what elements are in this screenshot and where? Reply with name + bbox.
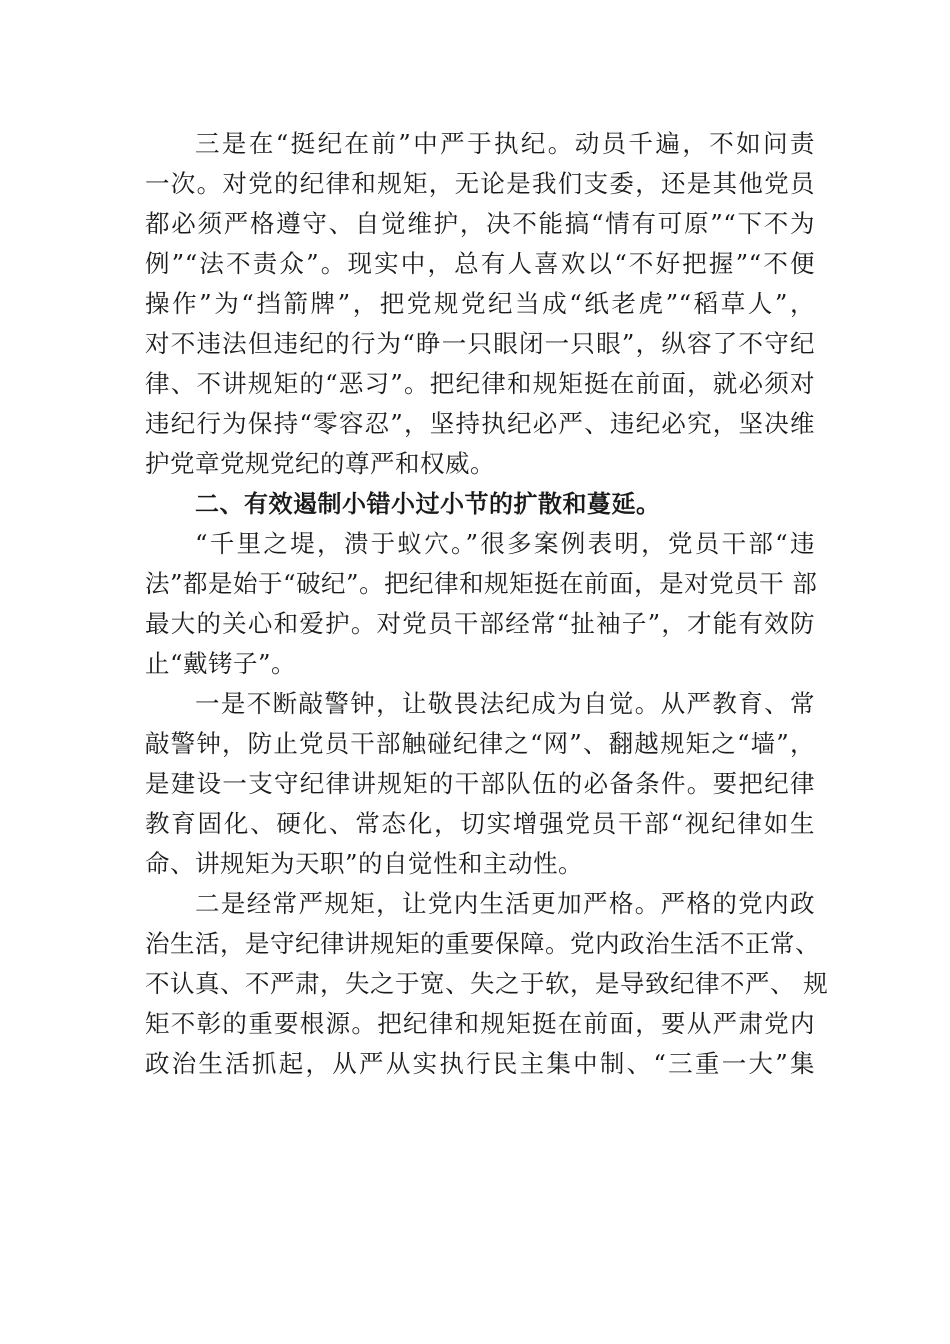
paragraph-line: 教育固化、硬化、常态化，切实增强党员干部“视纪律如生 <box>145 809 815 838</box>
paragraph-line: 操作”为“挡箭牌”，把党规党纪当成“纸老虎”“稻草人”， <box>145 289 815 318</box>
paragraph-line: 都必须严格遵守、自觉维护，决不能搞“情有可原”“下不为 <box>145 209 815 238</box>
paragraph-line: 命、讲规矩为天职”的自觉性和主动性。 <box>145 849 584 878</box>
paragraph-line: 是建设一支守纪律讲规矩的干部队伍的必备条件。要把纪律 <box>145 769 815 798</box>
paragraph-line: 敲警钟，防止党员干部触碰纪律之“网”、翻越规矩之“墙”， <box>145 729 815 758</box>
paragraph-line: “千里之堤，溃于蚁穴。”很多案例表明，党员干部“违 <box>195 529 815 558</box>
paragraph-line: 三是在“挺纪在前”中严于执纪。动员千遍，不如问责 <box>195 129 815 158</box>
paragraph-line: 违纪行为保持“零容忍”，坚持执纪必严、违纪必究，坚决维 <box>145 409 815 438</box>
paragraph-line: 法”都是始于“破纪”。把纪律和规矩挺在前面，是对党员干 部 <box>145 569 818 598</box>
paragraph-line: 政治生活抓起，从严从实执行民主集中制、“三重一大”集 <box>145 1049 815 1078</box>
section-heading: 二、有效遏制小错小过小节的扩散和蔓延。 <box>195 490 661 518</box>
paragraph-line: 一次。对党的纪律和规矩，无论是我们支委，还是其他党员 <box>145 169 815 198</box>
paragraph-line: 一是不断敲警钟，让敬畏法纪成为自觉。从严教育、常 <box>195 689 815 718</box>
paragraph-line: 对不违法但违纪的行为“睁一只眼闭一只眼”，纵容了不守纪 <box>145 329 815 358</box>
paragraph-line: 治生活，是守纪律讲规矩的重要保障。党内政治生活不正常、 <box>145 929 820 958</box>
paragraph-line: 护党章党规党纪的尊严和权威。 <box>145 449 495 478</box>
paragraph-line: 律、不讲规矩的“恶习”。把纪律和规矩挺在前面，就必须对 <box>145 369 815 398</box>
paragraph-line: 矩不彰的重要根源。把纪律和规矩挺在前面，要从严肃党内 <box>145 1009 815 1038</box>
paragraph-line: 最大的关心和爱护。对党员干部经常“扯袖子”，才能有效防 <box>145 609 815 638</box>
paragraph-line: 例”“法不责众”。现实中，总有人喜欢以“不好把握”“不便 <box>145 249 815 278</box>
paragraph-line: 止“戴铐子”。 <box>145 649 297 678</box>
paragraph-line: 二是经常严规矩，让党内生活更加严格。严格的党内政 <box>195 889 815 918</box>
paragraph-line: 不认真、不严肃，失之于宽、失之于软，是导致纪律不严、 规 <box>145 969 829 998</box>
